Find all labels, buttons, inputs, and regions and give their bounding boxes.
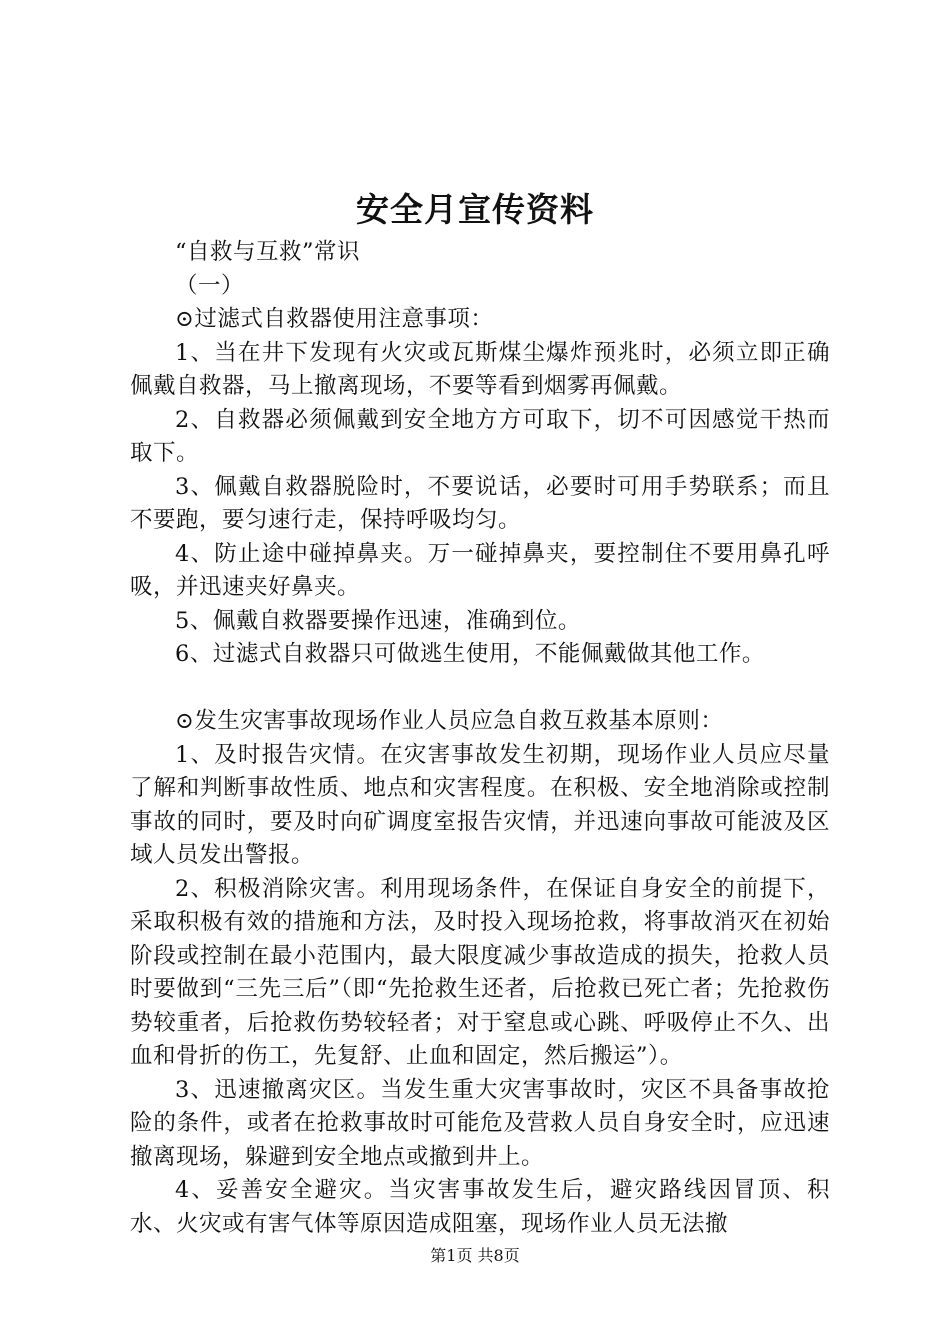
paragraph: 2、积极消除灾害。利用现场条件，在保证自身安全的前提下，采取积极有效的措施和方法，及时投入现场抢救，将事故消灭在初始阶段或控制在最小范围内，最大限度减少事故造成的损失，抢救人员时要做到“三先三后”（即“先抢救生还者，后抢救已死亡者；先抢救伤势较重者，后抢救伤势较轻者；对于窒息或心跳、呼吸停止不久、出血和骨折的伤工，先复舒、止血和固定，然后搬运”）。 [130,875,830,1069]
paragraph: 1、当在井下发现有火灾或瓦斯煤尘爆炸预兆时，必须立即正确佩戴自救器，马上撤离现场，不要等看到烟雾再佩戴。 [130,339,830,399]
subsection-heading-principles: ⊙发生灾害事故现场作业人员应急自救互救基本原则： [175,708,724,734]
subsection-heading-self-rescuer: ⊙过滤式自救器使用注意事项： [175,306,494,332]
paragraph: 2、自救器必须佩戴到安全地方方可取下，切不可因感觉干热而取下。 [130,406,830,466]
paragraph: 6、过滤式自救器只可做逃生使用，不能佩戴做其他工作。 [175,641,765,667]
paragraph: 5、佩戴自救器要操作迅速，准确到位。 [175,607,581,634]
blank-line [130,672,830,706]
paragraph: 3、佩戴自救器脱险时，不要说话，必要时可用手势联系；而且不要跑，要匀速行走，保持呼吸均匀。 [130,473,830,533]
section-number: （一） [175,272,245,299]
page-title: 安全月宣传资料 [356,190,594,229]
paragraph: 4、防止途中碰掉鼻夹。万一碰掉鼻夹，要控制住不要用鼻孔呼吸，并迅速夹好鼻夹。 [130,540,830,600]
paragraph: 1、及时报告灾情。在灾害事故发生初期，现场作业人员应尽量了解和判断事故性质、地点和灾害程度。在积极、安全地消除或控制事故的同时，要及时向矿调度室报告灾情，并迅速向事故可能波及区域人员发出警报。 [130,741,830,868]
document-body [130,236,830,1241]
section-heading: “自救与互救”常识 [175,239,361,265]
paragraph: 3、迅速撤离灾区。当发生重大灾害事故时，灾区不具备事故抢险的条件，或者在抢救事故时可能危及营救人员自身安全时，应迅速撤离现场，躲避到安全地点或撤到井上。 [130,1076,830,1170]
paragraph: 4、妥善安全避灾。当灾害事故发生后，避灾路线因冒顶、积水、火灾或有害气体等原因造成阻塞，现场作业人员无法撤 [130,1177,830,1237]
page-footer: 第1页 共8页 [430,1246,520,1265]
